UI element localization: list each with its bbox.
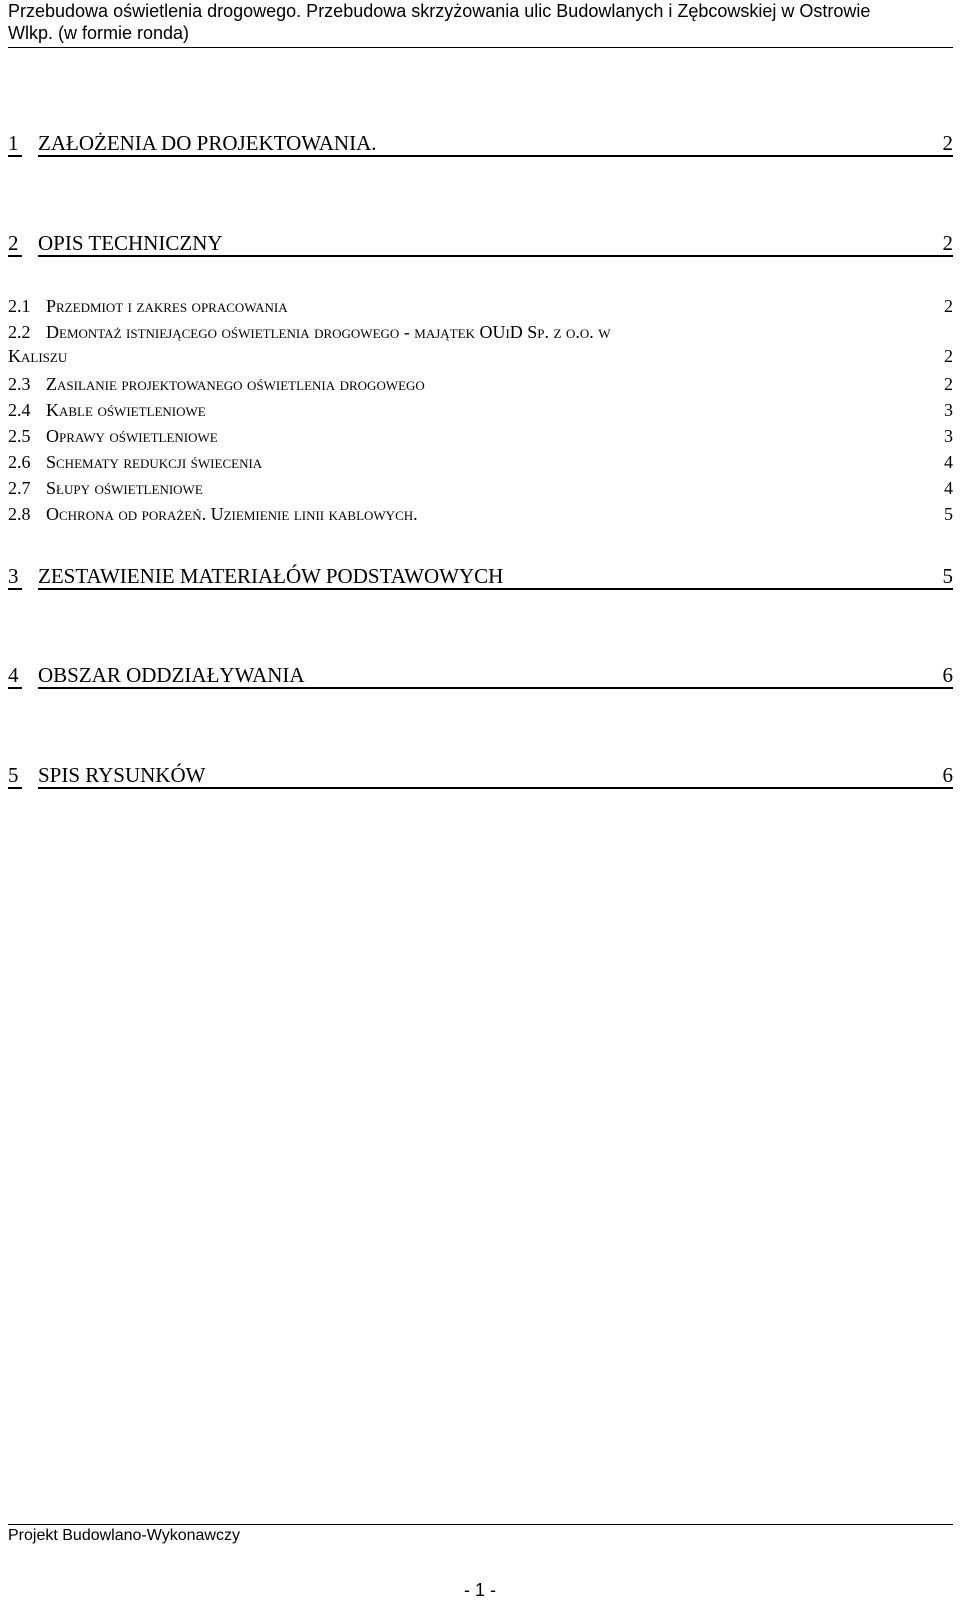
toc-entry-2-3[interactable] [8,374,953,398]
toc-entry-number: 2.1 [8,296,31,316]
toc-entry-title: SPIS RYSUNKÓW [38,763,206,787]
toc-entry-3[interactable] [8,564,953,594]
toc-entry-title: Słupy oświetleniowe [46,478,203,498]
toc-entry-title: Kable oświetleniowe [46,400,206,420]
toc-entry-number: 2.4 [8,400,31,420]
page-footer [8,1524,953,1545]
toc-underline [8,155,22,157]
toc-entry-page: 4 [944,452,953,472]
toc-entry-page: 4 [944,478,953,498]
toc-entry-2-1[interactable] [8,296,953,320]
toc-entry-page: 3 [944,426,953,446]
toc-entry-number: 1 [8,131,19,155]
toc-entry-page: 2 [942,131,953,155]
toc-entry-1[interactable] [8,131,953,161]
toc-entry-title: Demontaż istniejącego oświetlenia drogowego - majątek OUiD Sp. z o.o. w [46,322,611,342]
toc-entry-page: 2 [944,296,953,316]
toc-entry-number: 2.8 [8,504,31,524]
toc-underline [8,687,22,689]
page-number: - 1 - [463,1580,496,1600]
header-line-1: Przebudowa oświetlenia drogowego. Przebudowa skrzyżowania ulic Budowlanych i Zębcowskiej w Ostrowie [8,1,871,21]
toc-entry-page: 2 [944,346,953,366]
toc-entry-title: Przedmiot i zakres opracowania [46,296,288,316]
header-line-2: Wlkp. (w formie ronda) [8,23,190,43]
toc-entry-title: OBSZAR ODDZIAŁYWANIA [38,663,305,687]
toc-entry-2-7[interactable] [8,478,953,502]
toc-entry-title: Schematy redukcji świecenia [46,452,263,472]
toc-entry-2-6[interactable] [8,452,953,476]
toc-entry-number: 3 [8,564,19,588]
toc-entry-page: 3 [944,400,953,420]
toc-entry-2-5[interactable] [8,426,953,450]
toc-underline [38,687,953,689]
toc-underline [38,255,953,257]
toc-underline [8,588,22,590]
toc-underline [8,255,22,257]
toc-entry-page: 6 [942,763,953,787]
toc-underline [38,787,953,789]
toc-underline [38,588,953,590]
toc-entry-2-2[interactable] [8,322,953,370]
toc-entry-number: 2.5 [8,426,31,446]
toc-entry-title: Ochrona od porażeń. Uziemienie linii kablowych. [46,504,418,524]
toc-entry-number: 2.3 [8,374,31,394]
toc-entry-5[interactable] [8,763,953,793]
toc-entry-number: 2 [8,231,19,255]
toc-entry-2[interactable] [8,231,953,261]
toc-entry-title: OPIS TECHNICZNY [38,231,223,255]
toc-entry-page: 2 [942,231,953,255]
toc-entry-title: ZAŁOŻENIA DO PROJEKTOWANIA. [38,131,377,155]
toc-entry-title: Oprawy oświetleniowe [46,426,218,446]
toc-entry-2-4[interactable] [8,400,953,424]
toc-entry-title: ZESTAWIENIE MATERIAŁÓW PODSTAWOWYCH [38,564,504,588]
toc-entry-number: 4 [8,663,19,687]
toc-entry-page: 6 [942,663,953,687]
page-header [8,0,953,48]
footer-text: Projekt Budowlano-Wykonawczy [8,1527,240,1544]
toc-entry-number: 5 [8,763,19,787]
toc-entry-title-continued: Kaliszu [8,346,68,366]
toc-entry-title: Zasilanie projektowanego oświetlenia drogowego [46,374,425,394]
toc-entry-number: 2.7 [8,478,31,498]
toc-entry-number: 2.6 [8,452,31,472]
toc-underline [8,787,22,789]
toc-entry-page: 2 [944,374,953,394]
toc-entry-number: 2.2 [8,322,31,342]
toc-entry-4[interactable] [8,663,953,693]
toc-entry-page: 5 [942,564,953,588]
toc-entry-page: 5 [944,504,953,524]
toc-underline [38,155,953,157]
toc-entry-2-8[interactable] [8,504,953,528]
